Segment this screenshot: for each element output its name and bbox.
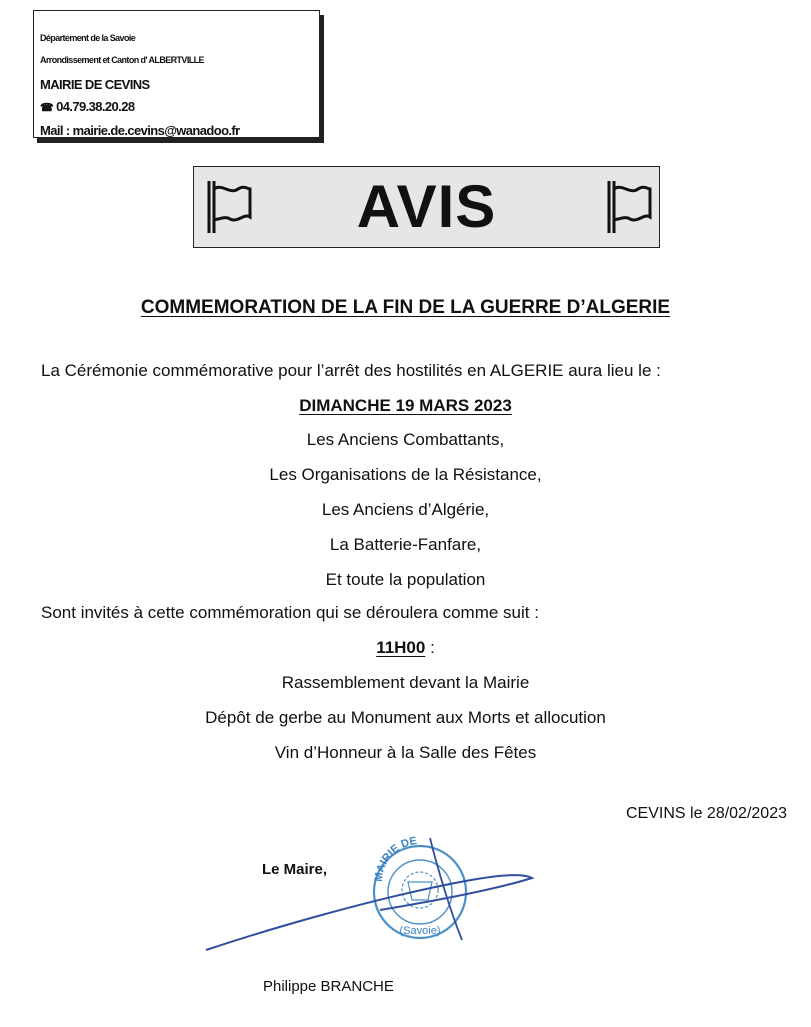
phone-icon: ☎ (40, 102, 54, 114)
invitee-item: Les Organisations de la Résistance, (269, 465, 542, 484)
avis-banner (193, 166, 660, 248)
signatory-title: Le Maire, (262, 861, 328, 878)
avis-title: AVIS (356, 173, 497, 240)
time-line (0, 638, 811, 658)
flag-icon (604, 179, 654, 235)
signature-icon (206, 838, 532, 950)
mairie-name: MAIRIE DE CEVINS (40, 77, 150, 92)
ceremony-time: 11H00 (376, 638, 426, 657)
mail-line: Mail : mairie.de.cevins@wanadoo.fr (40, 123, 240, 138)
notice-subject: COMMEMORATION DE LA FIN DE LA GUERRE D’ALGERIE (140, 297, 671, 318)
stamp-and-signature (200, 820, 540, 970)
invitation-text: Sont invités à cette commémoration qui se déroulera comme suit : (41, 603, 539, 622)
invitee-item: Les Anciens d’Algérie, (321, 500, 490, 519)
program-item: Vin d’Honneur à la Salle des Fêtes (274, 743, 537, 762)
program-item: Rassemblement devant la Mairie (281, 673, 530, 692)
stamp-bottom-text: (Savoie) (399, 925, 441, 937)
invitee-item: Les Anciens Combattants, (306, 430, 505, 449)
stamp-icon (373, 835, 466, 938)
invitee-item: Et toute la population (325, 570, 486, 589)
arrondissement-line: Arrondissement et Canton d' ALBERTVILLE (40, 55, 204, 65)
place-date: CEVINS le 28/02/2023 (626, 805, 787, 822)
phone-number: 04.79.38.20.28 (56, 99, 135, 114)
time-suffix: : (425, 638, 435, 657)
ceremony-date: DIMANCHE 19 MARS 2023 (299, 396, 512, 415)
program-item: Dépôt de gerbe au Monument aux Morts et allocution (205, 708, 606, 727)
invitee-item: La Batterie-Fanfare, (329, 535, 482, 554)
header-box (33, 10, 320, 138)
department-line: Département de la Savoie (40, 33, 136, 43)
phone-line (40, 99, 319, 116)
notice-intro: La Cérémonie commémorative pour l’arrêt des hostilités en ALGERIE aura lieu le : (41, 361, 661, 380)
stamp-top-text: MAIRIE DE (372, 835, 418, 883)
signatory-name: Philippe BRANCHE (263, 978, 394, 995)
